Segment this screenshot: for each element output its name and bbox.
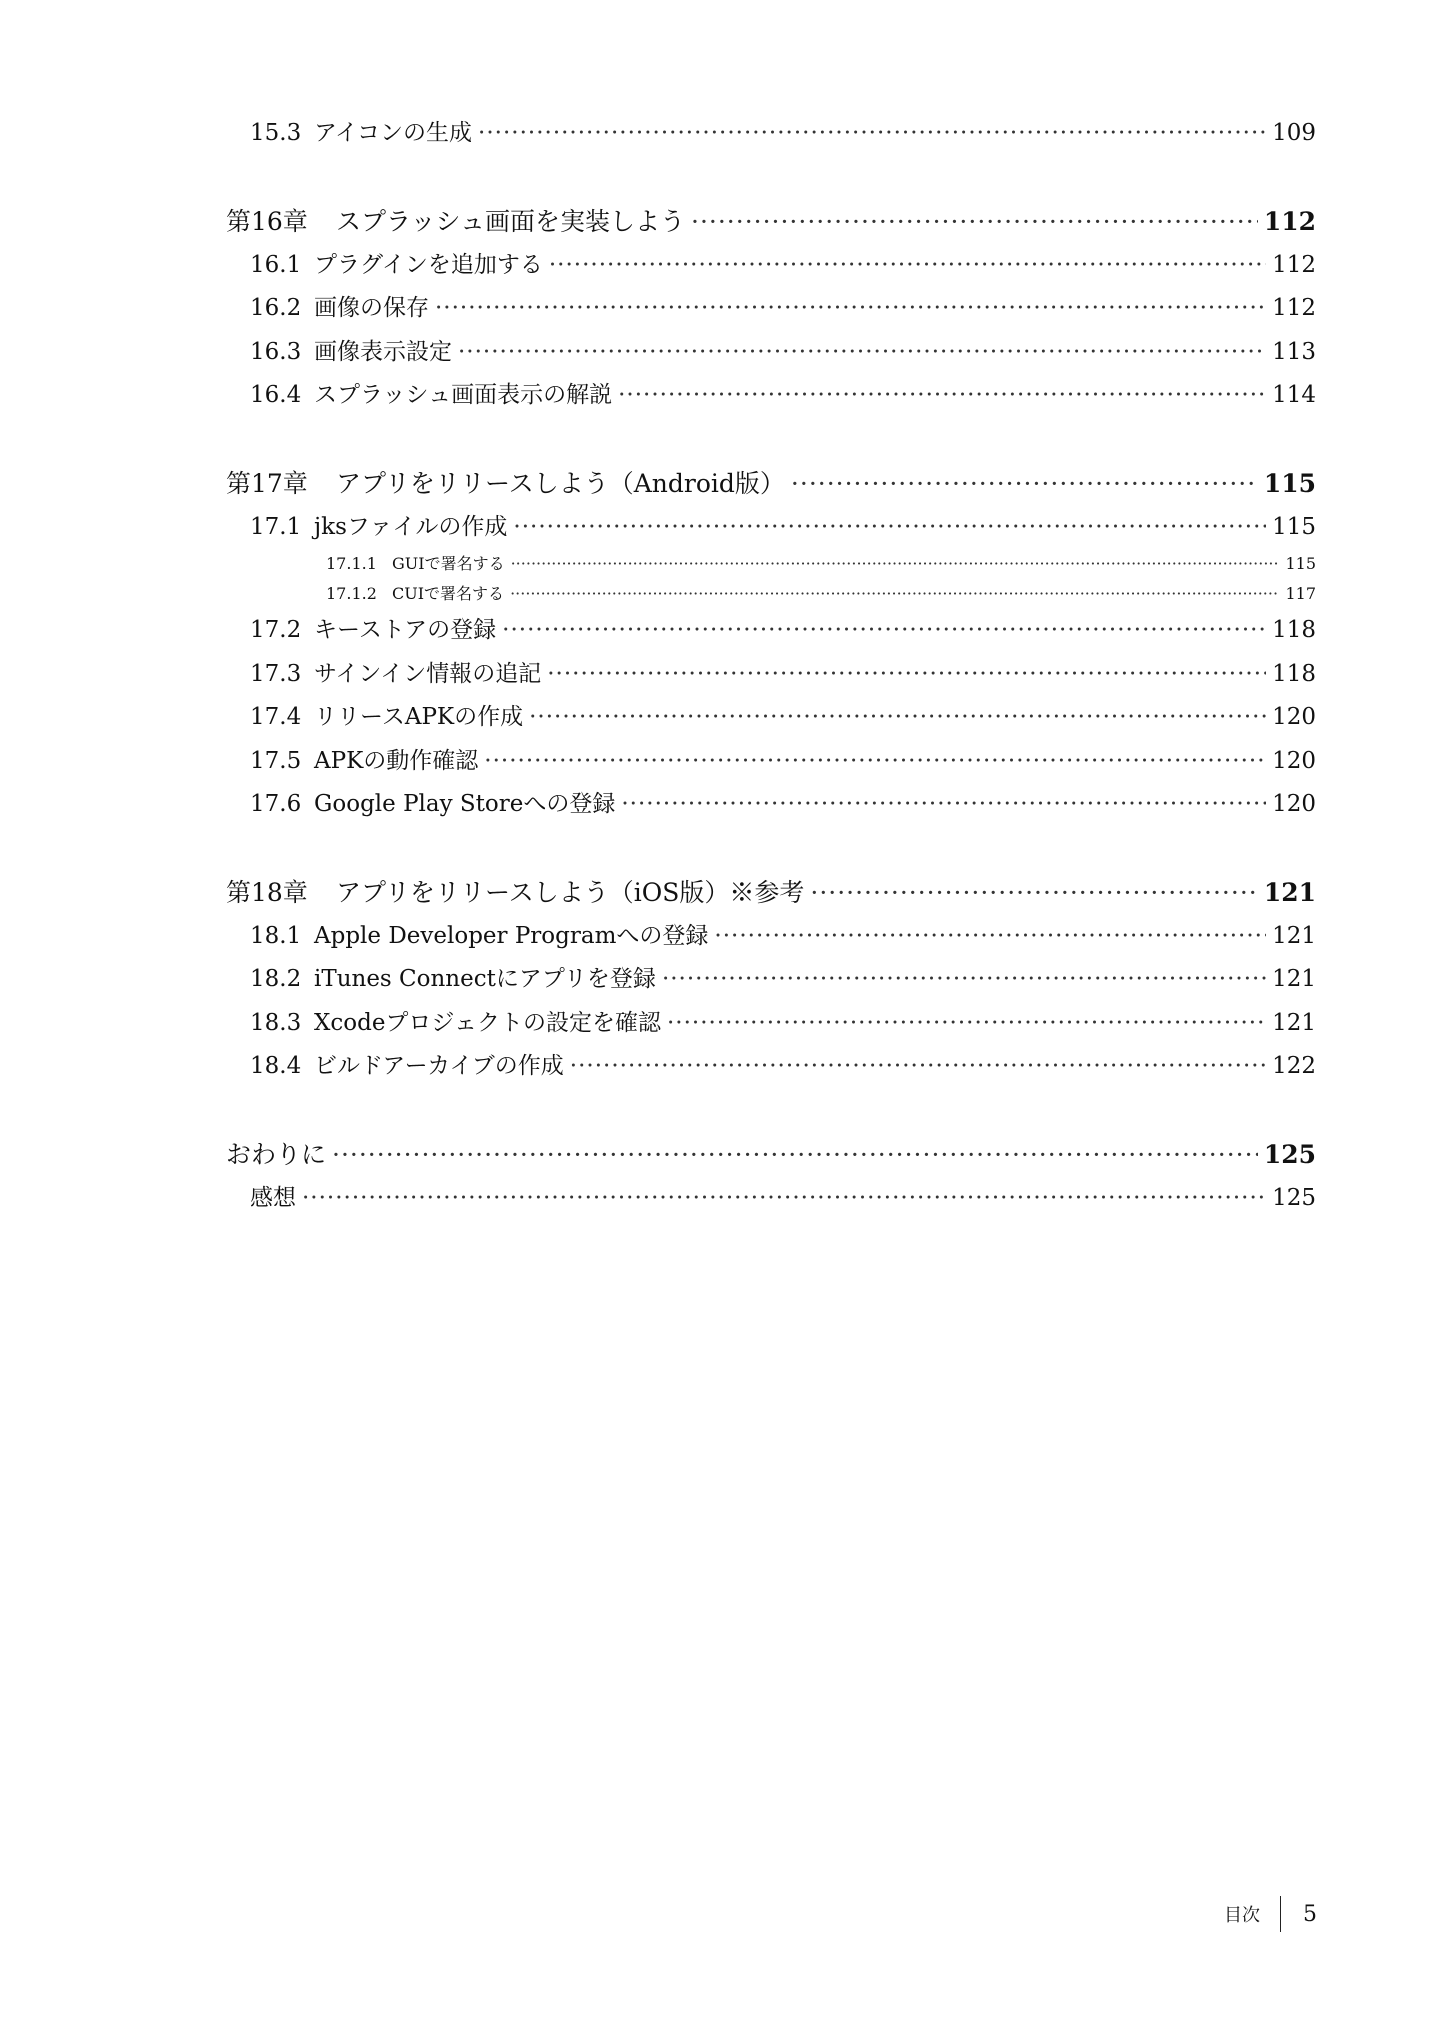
toc-entry-number: 18.1 (250, 922, 302, 949)
dot-leader (458, 331, 1266, 375)
dot-leader (484, 740, 1266, 784)
toc-closing (226, 1133, 1316, 1177)
toc-entry-page: 121 (1272, 922, 1316, 949)
dot-leader (511, 549, 1280, 579)
toc-entry-title: APKの動作確認 (314, 747, 479, 774)
toc-entry-title: 感想 (250, 1184, 296, 1211)
dot-leader (435, 287, 1266, 331)
dot-leader (510, 579, 1279, 609)
toc-entry-18-1 (226, 915, 1316, 959)
page-footer (1224, 1896, 1317, 1932)
toc-entry-page: 125 (1272, 1184, 1316, 1211)
toc-entry-title: Apple Developer Programへの登録 (314, 922, 709, 949)
toc-entry-number: 18.3 (250, 1009, 302, 1036)
toc-entry-17-5 (226, 740, 1316, 784)
toc-entry-page: 114 (1272, 382, 1316, 408)
footer-divider (1280, 1896, 1281, 1932)
toc-entry-number: 18.4 (250, 1053, 302, 1079)
toc-entry-title: 画像の保存 (314, 295, 429, 321)
toc-entry-page: 120 (1272, 747, 1316, 774)
toc-entry-thoughts (226, 1177, 1316, 1221)
dot-leader (714, 915, 1266, 959)
toc-entry-page: 118 (1272, 660, 1316, 687)
toc-entry-number: 17.4 (250, 704, 302, 730)
toc-chapter-page: 112 (1263, 206, 1316, 236)
dot-leader (529, 696, 1266, 740)
toc-entry-number: 16.4 (250, 382, 302, 408)
toc-entry-page: 115 (1272, 513, 1316, 540)
dot-leader (662, 958, 1266, 1002)
toc-entry-16-4 (226, 374, 1316, 418)
toc-entry-number: 15.3 (250, 120, 302, 146)
spacer (226, 418, 1316, 462)
dot-leader (691, 200, 1258, 244)
toc-entry-page: 122 (1272, 1053, 1316, 1079)
toc-entry-title: リリースAPKの作成 (314, 704, 524, 730)
toc-entry-number: 17.5 (250, 747, 302, 774)
toc-entry-page: 120 (1272, 791, 1316, 817)
toc-entry-title: Google Play Storeへの登録 (314, 791, 616, 817)
toc-entry-title: iTunes Connectにアプリを登録 (314, 966, 656, 992)
dot-leader (791, 462, 1258, 506)
toc-entry-16-1 (226, 244, 1316, 288)
toc-entry-17-1-1 (226, 549, 1316, 579)
toc-chapter-page: 125 (1263, 1139, 1316, 1169)
dot-leader (667, 1002, 1266, 1046)
toc-chapter-number: 第18章 (226, 877, 308, 907)
toc-entry-title: アイコンの生成 (314, 120, 473, 146)
dot-leader (621, 783, 1266, 827)
toc-entry-16-3 (226, 331, 1316, 375)
toc-entry-number: 17.6 (250, 791, 302, 817)
toc-chapter-title: アプリをリリースしよう（iOS版）※参考 (336, 877, 805, 907)
toc-entry-title: GUIで署名する (392, 554, 505, 573)
toc-entry-page: 109 (1272, 120, 1316, 146)
toc-entry-17-3 (226, 653, 1316, 697)
toc-entry-title: 画像表示設定 (314, 338, 452, 365)
dot-leader (618, 374, 1266, 418)
toc-entry-18-2 (226, 958, 1316, 1002)
toc-entry-17-1 (226, 506, 1316, 550)
toc-entry-page: 112 (1272, 251, 1316, 278)
toc-entry-page: 121 (1272, 966, 1316, 992)
toc-chapter-page: 115 (1263, 468, 1316, 498)
toc-chapter-title: スプラッシュ画面を実装しよう (336, 206, 686, 236)
toc-entry-number: 17.3 (250, 660, 302, 687)
dot-leader (513, 506, 1266, 550)
toc-entry-15-3 (226, 112, 1316, 156)
dot-leader (810, 871, 1257, 915)
toc-entry-17-2 (226, 609, 1316, 653)
toc-entry-page: 118 (1272, 617, 1316, 643)
toc-entry-page: 112 (1272, 295, 1316, 321)
toc-entry-number: 17.1.2 (326, 584, 377, 603)
dot-leader (502, 609, 1266, 653)
toc-entry-17-6 (226, 783, 1316, 827)
toc-entry-number: 17.2 (250, 617, 302, 643)
toc-chapter-number: 第16章 (226, 206, 308, 236)
toc-entry-number: 16.2 (250, 295, 302, 321)
spacer (226, 156, 1316, 200)
toc-entry-title: キーストアの登録 (314, 617, 497, 643)
toc-entry-title: ビルドアーカイブの作成 (314, 1053, 564, 1079)
toc-entry-page: 117 (1285, 584, 1316, 603)
toc-entry-17-4 (226, 696, 1316, 740)
toc-entry-page: 121 (1272, 1009, 1316, 1036)
toc-entry-page: 115 (1285, 554, 1316, 573)
toc-entry-17-1-2 (226, 579, 1316, 609)
dot-leader (302, 1177, 1266, 1221)
toc-chapter-17 (226, 462, 1316, 506)
toc-entry-page: 113 (1272, 338, 1316, 365)
toc-entry-number: 17.1 (250, 513, 302, 540)
toc-entry-title: CUIで署名する (392, 584, 505, 603)
toc-entry-16-2 (226, 287, 1316, 331)
toc-chapter-number: 第17章 (226, 468, 308, 498)
toc-chapter-page: 121 (1263, 877, 1316, 907)
spacer (226, 827, 1316, 871)
toc-entry-title: Xcodeプロジェクトの設定を確認 (314, 1009, 661, 1036)
dot-leader (547, 653, 1266, 697)
dot-leader (332, 1133, 1258, 1177)
toc-chapter-16 (226, 200, 1316, 244)
toc-entry-number: 17.1.1 (326, 554, 377, 573)
toc-entry-18-3 (226, 1002, 1316, 1046)
toc-entry-number: 16.1 (250, 251, 302, 278)
toc-entry-title: プラグインを追加する (314, 251, 543, 278)
toc-entry-title: jksファイルの作成 (314, 513, 508, 540)
toc-entry-title: スプラッシュ画面表示の解説 (314, 382, 613, 408)
toc-entry-number: 16.3 (250, 338, 302, 365)
toc-entry-18-4 (226, 1045, 1316, 1089)
dot-leader (549, 244, 1266, 288)
toc-chapter-18 (226, 871, 1316, 915)
toc-chapter-title: おわりに (226, 1139, 327, 1169)
table-of-contents (226, 112, 1316, 1220)
toc-entry-page: 120 (1272, 704, 1316, 730)
toc-entry-title: サインイン情報の追記 (314, 660, 542, 687)
spacer (226, 1089, 1316, 1133)
toc-chapter-title: アプリをリリースしよう（Android版） (336, 468, 785, 498)
dot-leader (478, 112, 1266, 156)
toc-entry-number: 18.2 (250, 966, 302, 992)
dot-leader (570, 1045, 1266, 1089)
footer-page-number: 5 (1303, 1901, 1317, 1927)
footer-section-label: 目次 (1224, 1905, 1260, 1926)
